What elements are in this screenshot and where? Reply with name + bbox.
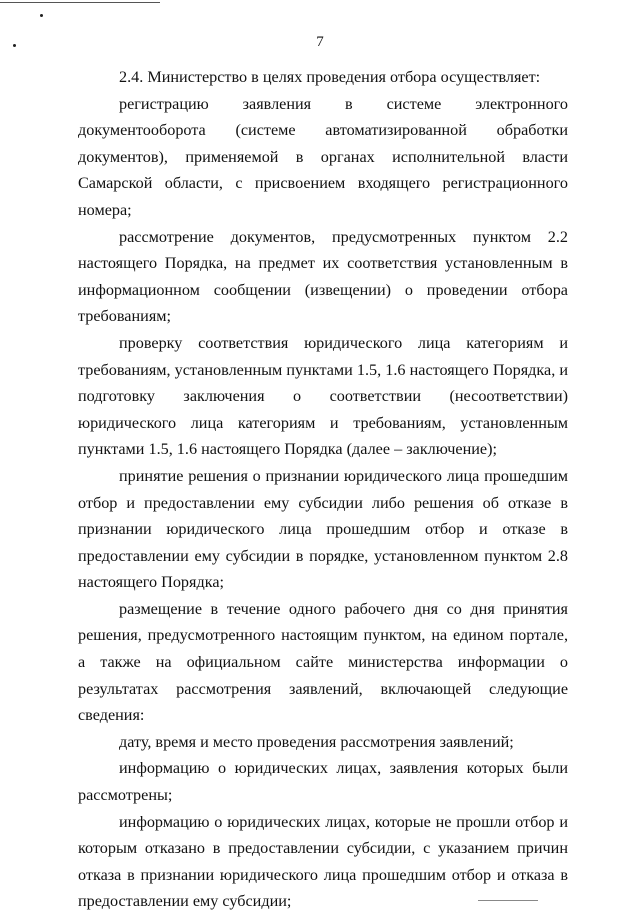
paragraph: регистрацию заявления в системе электронного документооборота (системе автоматизированной обработки документов), применяемой в органах исполнительной власти Самарской области, с присвоением входящего регистрационного номера; (78, 94, 568, 219)
paragraph: размещение в течение одного рабочего дня со дня принятия решения, предусмотренного настоящим пунктом, на едином портале, а также на официальном сайте министерства информации о результатах рассмотрения заявлений, включающей следующие сведения: (78, 599, 568, 725)
page-number: 7 (316, 34, 324, 50)
scan-edge-line (478, 900, 538, 901)
paragraph: информацию о юридических лицах, которые не прошли отбор и которым отказано в предоставлении субсидии, с указанием причин отказа в признании юридического лица прошедшим отбор и отказа в предоставлении ему субсидии; (78, 812, 568, 911)
paragraph: информацию о юридических лицах, заявления которых были рассмотрены; (78, 759, 568, 805)
paragraph: проверку соответствия юридического лица категориям и требованиям, установленным пунктами 1.5, 1.6 настоящего Порядка, и подготовку заключения о соответствии (несоответствии) юридического лица категориям и требованиям, установленным пунктами 1.5, 1.6 настоящего Порядка (далее – заключение); (78, 333, 568, 459)
paragraph: 2.4. Министерство в целях проведения отбора осуществляет: (119, 68, 541, 86)
document-body (78, 64, 568, 915)
paragraph: принятие решения о признании юридического лица прошедшим отбор и предоставлении ему субсидии либо решения об отказе в признании юридического лица прошедшим отбор и отказе в предоставлении ему субсидии в порядке, установленном пунктом 2.8 настоящего Порядка; (78, 466, 568, 592)
paragraph: дату, время и место проведения рассмотрения заявлений; (119, 732, 514, 751)
scan-edge-line (0, 2, 160, 3)
paragraph: рассмотрение документов, предусмотренных пунктом 2.2 настоящего Порядка, на предмет их соответствия установленным в информационном сообщении (извещении) о проведении отбора требованиям; (78, 227, 568, 326)
scan-speck (40, 14, 43, 17)
